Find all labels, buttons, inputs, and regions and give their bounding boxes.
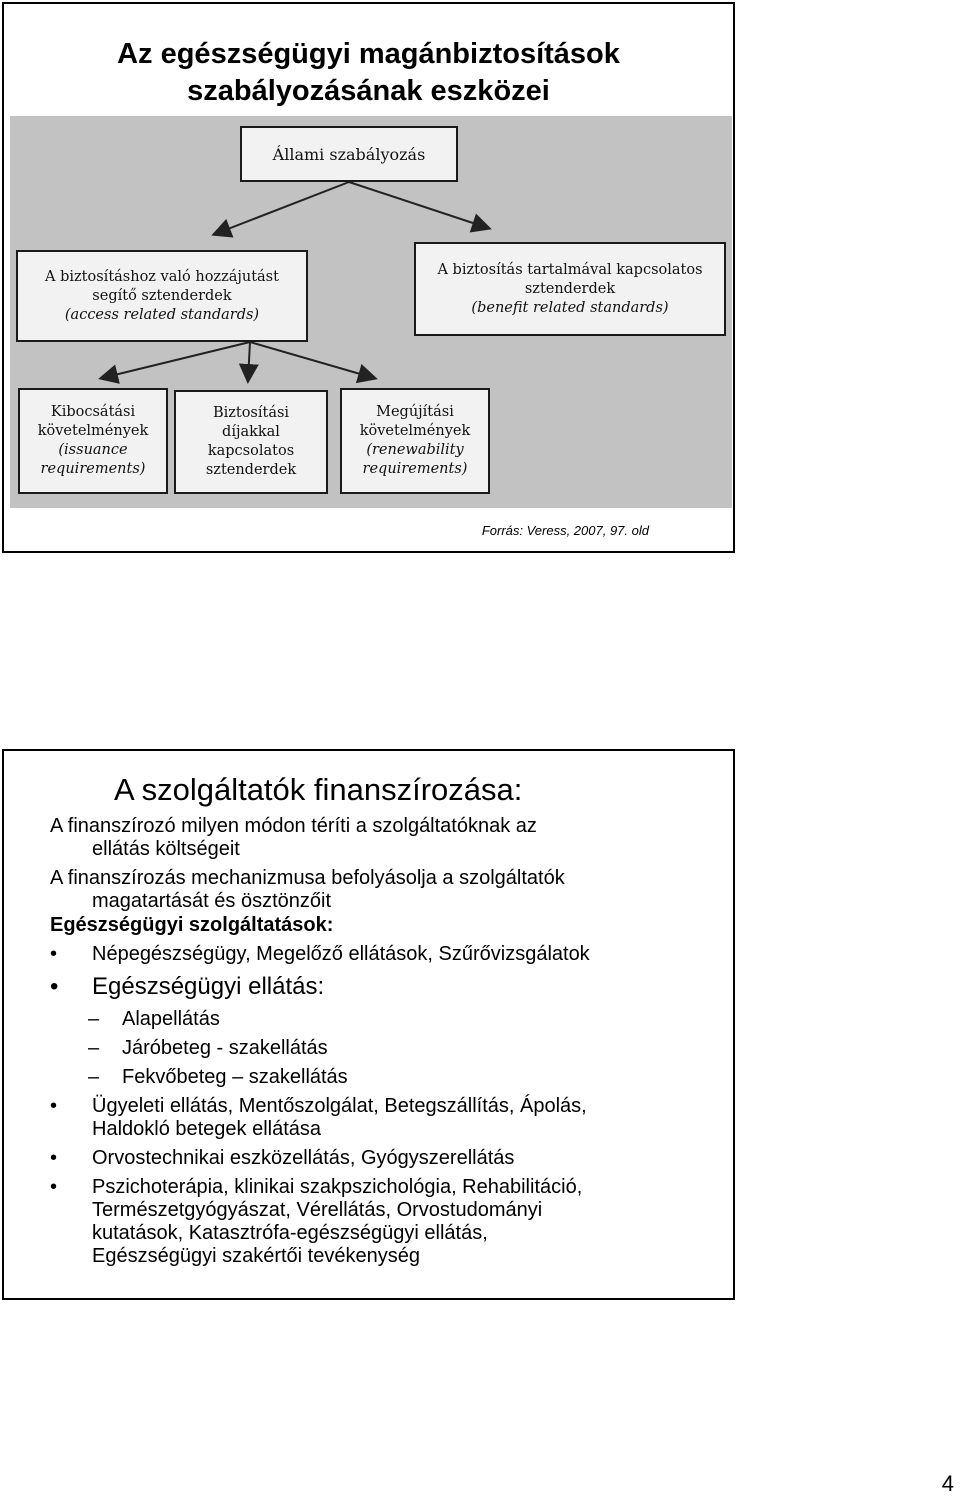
renewal-line-4: requirements)	[362, 461, 468, 477]
bullet-icon: •	[50, 943, 58, 965]
paragraph-2-line-1: A finanszírozás mechanizmusa befolyásolja a szolgáltatók	[50, 867, 565, 889]
benefit-line-2: sztenderdek	[524, 280, 616, 297]
renewal-line-3: (renewability	[366, 442, 464, 458]
benefit-line-1: A biztosítás tartalmával kapcsolatos	[437, 261, 703, 278]
state-regulation-label: Állami szabályozás	[272, 144, 426, 164]
bullet-icon: •	[50, 1176, 58, 1198]
arrow-access-premium	[248, 342, 250, 380]
premium-standards-box	[174, 390, 328, 494]
bullet-text-line-1: Ügyeleti ellátás, Mentőszolgálat, Betegszállítás, Ápolás,	[92, 1095, 587, 1117]
slide-1-title	[4, 36, 733, 110]
premium-line-2: díjakkal	[222, 424, 280, 440]
list-item	[50, 972, 730, 1002]
dash-icon: –	[88, 1037, 100, 1059]
renewal-requirements-box	[340, 388, 490, 494]
access-standards-box	[16, 250, 308, 342]
bullet-text: Népegészségügy, Megelőző ellátások, Szűrővizsgálatok	[92, 943, 590, 965]
sub-item-text: Alapellátás	[122, 1008, 220, 1030]
bullet-text-line-3: kutatások, Katasztrófa-egészségügyi ellátás,	[92, 1222, 488, 1244]
issuance-line-4: requirements)	[40, 461, 146, 477]
state-regulation-box	[240, 126, 458, 182]
dash-icon: –	[88, 1066, 100, 1088]
services-heading: Egészségügyi szolgáltatások:	[50, 914, 334, 936]
bullet-text: Egészségügyi ellátás:	[92, 973, 325, 1000]
access-line-2: segítő sztenderdek	[92, 287, 232, 304]
source-citation: Forrás: Veress, 2007, 97. old	[481, 523, 649, 538]
list-item	[50, 1176, 730, 1268]
bullet-text-line-4: Egészségügyi szakértői tevékenység	[92, 1245, 420, 1267]
premium-line-3: kapcsolatos	[207, 443, 295, 459]
renewal-line-1: Megújítási	[376, 404, 454, 420]
benefit-line-3: (benefit related standards)	[471, 299, 669, 316]
list-item	[50, 943, 730, 966]
list-item	[50, 1095, 730, 1141]
page-number: 4	[941, 1471, 954, 1496]
sub-list-item	[50, 1037, 730, 1060]
arrow-state-access	[215, 182, 349, 234]
list-item	[50, 1147, 730, 1170]
issuance-line-2: követelmények	[37, 423, 149, 439]
bullet-icon: •	[50, 973, 59, 1000]
access-line-3: (access related standards)	[64, 306, 260, 323]
bullet-text-line-2: Haldokló betegek ellátása	[92, 1118, 322, 1140]
regulation-diagram	[10, 116, 732, 508]
arrow-state-benefit	[349, 182, 488, 228]
paragraph-1-line-1: A finanszírozó milyen módon téríti a szolgáltatóknak az	[50, 815, 537, 837]
title-line-2: szabályozásának eszközei	[187, 75, 550, 107]
sub-list-item	[50, 1008, 730, 1031]
access-line-1: A biztosításhoz való hozzájutást	[45, 268, 279, 285]
bullet-text: Orvostechnikai eszközellátás, Gyógyszerellátás	[92, 1147, 515, 1169]
dash-icon: –	[88, 1008, 100, 1030]
slide-2	[2, 749, 735, 1300]
slide-2-body	[50, 815, 730, 1268]
issuance-requirements-box	[18, 388, 168, 494]
bullet-text-line-2: Természetgyógyászat, Vérellátás, Orvostudományi	[92, 1199, 543, 1221]
sub-item-text: Járóbeteg - szakellátás	[122, 1037, 328, 1059]
benefit-standards-box	[414, 242, 726, 336]
slide-1	[2, 2, 735, 553]
sub-list-item	[50, 1066, 730, 1089]
issuance-line-1: Kibocsátási	[50, 404, 136, 420]
arrow-access-renewal	[250, 342, 374, 378]
bullet-icon: •	[50, 1095, 58, 1117]
issuance-line-3: (issuance	[58, 442, 128, 458]
title-line-1: Az egészségügyi magánbiztosítások	[117, 38, 620, 70]
paragraph-1-line-2: ellátás költségeit	[92, 838, 240, 860]
premium-line-4: sztenderdek	[205, 462, 297, 478]
bullet-text-line-1: Pszichoterápia, klinikai szakpszichológia, Rehabilitáció,	[92, 1176, 583, 1198]
bullet-icon: •	[50, 1147, 58, 1169]
premium-line-1: Biztosítási	[212, 405, 290, 421]
slide-2-title: A szolgáltatók finanszírozása:	[114, 772, 523, 807]
arrow-access-issuance	[102, 342, 250, 378]
sub-item-text: Fekvőbeteg – szakellátás	[122, 1066, 348, 1088]
renewal-line-2: követelmények	[359, 423, 471, 439]
paragraph-2-line-2: magatartását és ösztönzőit	[92, 890, 332, 912]
